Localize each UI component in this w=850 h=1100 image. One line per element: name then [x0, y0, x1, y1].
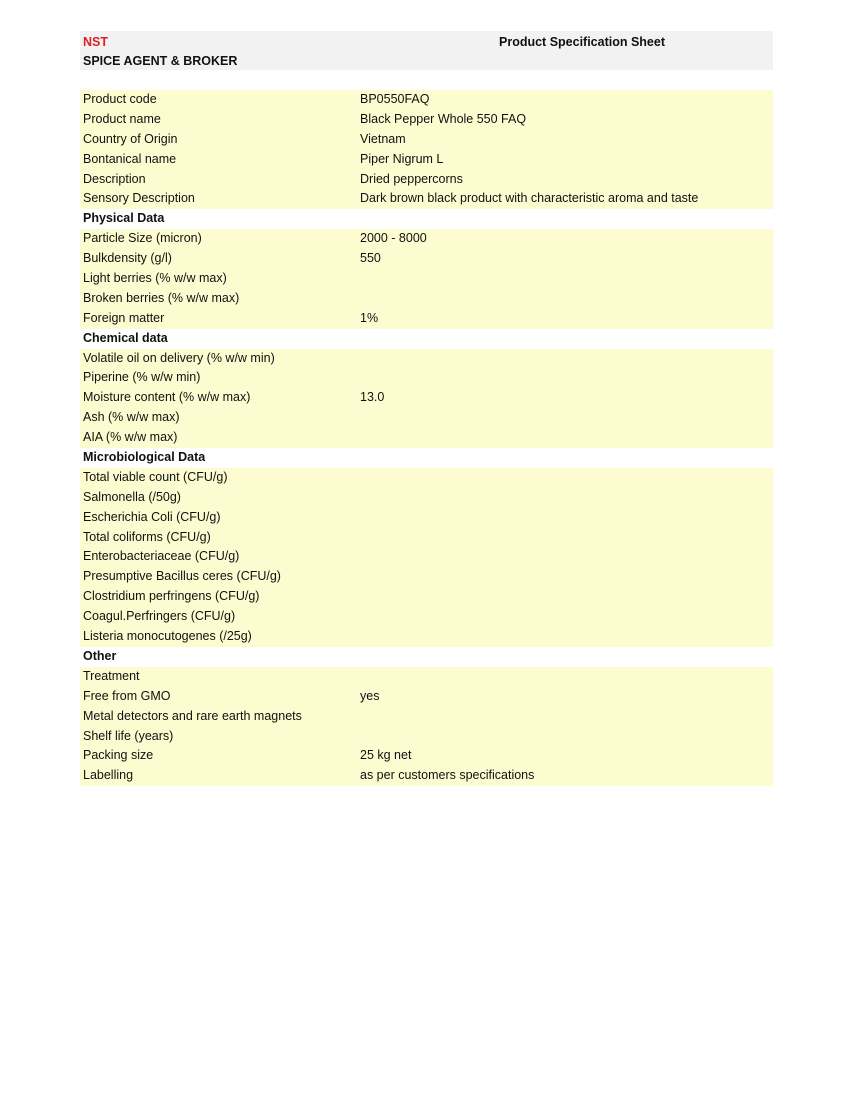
spec-label: Broken berries (% w/w max)	[83, 290, 240, 305]
spec-row	[80, 368, 773, 388]
spec-label: Product name	[83, 111, 161, 126]
section-header-row	[80, 329, 773, 349]
spec-row	[80, 587, 773, 607]
spec-label: Coagul.Perfringers (CFU/g)	[83, 609, 236, 624]
section-header-row	[80, 647, 773, 667]
spec-row	[80, 567, 773, 587]
spec-label: Description	[83, 171, 146, 186]
spec-label: Ash (% w/w max)	[83, 410, 180, 425]
page-title: Product Specification Sheet	[499, 35, 666, 49]
spec-value: Dark brown black product with characteristic aroma and taste	[360, 191, 699, 206]
spec-value: yes	[360, 688, 380, 703]
spec-row	[80, 607, 773, 627]
spec-value: 1%	[360, 310, 379, 325]
spec-label: Product code	[83, 92, 157, 106]
section-title: Chemical data	[83, 330, 168, 345]
spec-row	[80, 150, 773, 170]
spec-label: Shelf life (years)	[83, 728, 174, 743]
spec-value: as per customers specifications	[360, 768, 535, 783]
spec-row	[80, 468, 773, 488]
spec-row	[80, 488, 773, 508]
spec-label: Particle Size (micron)	[83, 231, 202, 246]
brand-block	[83, 33, 237, 71]
spec-row	[80, 627, 773, 647]
spec-row	[80, 707, 773, 727]
spec-row	[80, 110, 773, 130]
spec-value: Piper Nigrum L	[360, 151, 444, 166]
spec-row	[80, 528, 773, 548]
spec-row	[80, 508, 773, 528]
spec-label: Free from GMO	[83, 688, 171, 703]
spec-row	[80, 547, 773, 567]
spec-row	[80, 388, 773, 408]
spec-row	[80, 229, 773, 249]
spec-value: 550	[360, 251, 381, 266]
spec-row	[80, 408, 773, 428]
spec-row	[80, 269, 773, 289]
spec-label: Moisture content (% w/w max)	[83, 390, 251, 405]
spec-value: 25 kg net	[360, 748, 412, 763]
spec-value: Black Pepper Whole 550 FAQ	[360, 111, 527, 126]
spec-row	[80, 289, 773, 309]
brand-subtitle: SPICE AGENT & BROKER	[83, 54, 238, 68]
spec-table	[80, 90, 773, 786]
spec-label: Labelling	[83, 768, 134, 783]
spec-label: Total viable count (CFU/g)	[83, 469, 228, 484]
spec-row	[80, 667, 773, 687]
spec-row	[80, 746, 773, 766]
spec-label: Presumptive Bacillus ceres (CFU/g)	[83, 569, 281, 584]
spec-label: Listeria monocutogenes (/25g)	[83, 629, 252, 644]
spec-label: Sensory Description	[83, 191, 195, 206]
spec-label: Escherichia Coli (CFU/g)	[83, 509, 221, 524]
spec-label: Enterobacteriaceae (CFU/g)	[83, 549, 240, 564]
spec-value: Dried peppercorns	[360, 171, 463, 186]
spec-row	[80, 130, 773, 150]
spec-label: Light berries (% w/w max)	[83, 271, 227, 286]
spec-row	[80, 727, 773, 747]
spec-label: Bulkdensity (g/l)	[83, 251, 172, 266]
spec-label: Country of Origin	[83, 131, 178, 146]
section-title: Physical Data	[83, 211, 165, 226]
spec-row	[80, 309, 773, 329]
spec-row	[80, 90, 773, 110]
spec-label: Total coliforms (CFU/g)	[83, 529, 211, 544]
spec-value: Vietnam	[360, 131, 406, 146]
section-title: Other	[83, 648, 117, 663]
spec-label: Packing size	[83, 748, 154, 763]
spec-row	[80, 189, 773, 209]
spec-row	[80, 766, 773, 786]
section-header-row	[80, 448, 773, 468]
section-header-row	[80, 209, 773, 229]
spec-row	[80, 687, 773, 707]
spec-row	[80, 170, 773, 190]
spec-row	[80, 428, 773, 448]
spec-label: Volatile oil on delivery (% w/w min)	[83, 350, 275, 365]
spec-label: Clostridium perfringens (CFU/g)	[83, 589, 260, 604]
brand-name: NST	[83, 35, 108, 49]
spec-label: Foreign matter	[83, 310, 165, 325]
sheet-header	[80, 31, 773, 70]
spec-label: Metal detectors and rare earth magnets	[83, 708, 302, 723]
spec-label: AIA (% w/w max)	[83, 430, 178, 445]
spec-label: Bontanical name	[83, 151, 177, 166]
spec-label: Treatment	[83, 668, 140, 683]
spec-value: 2000 - 8000	[360, 231, 427, 246]
spec-row	[80, 249, 773, 269]
spec-label: Salmonella (/50g)	[83, 489, 181, 504]
spec-value: 13.0	[360, 390, 385, 405]
spec-label: Piperine (% w/w min)	[83, 370, 201, 385]
spec-row	[80, 349, 773, 369]
spec-value: BP0550FAQ	[360, 92, 430, 106]
section-title: Microbiological Data	[83, 450, 206, 465]
